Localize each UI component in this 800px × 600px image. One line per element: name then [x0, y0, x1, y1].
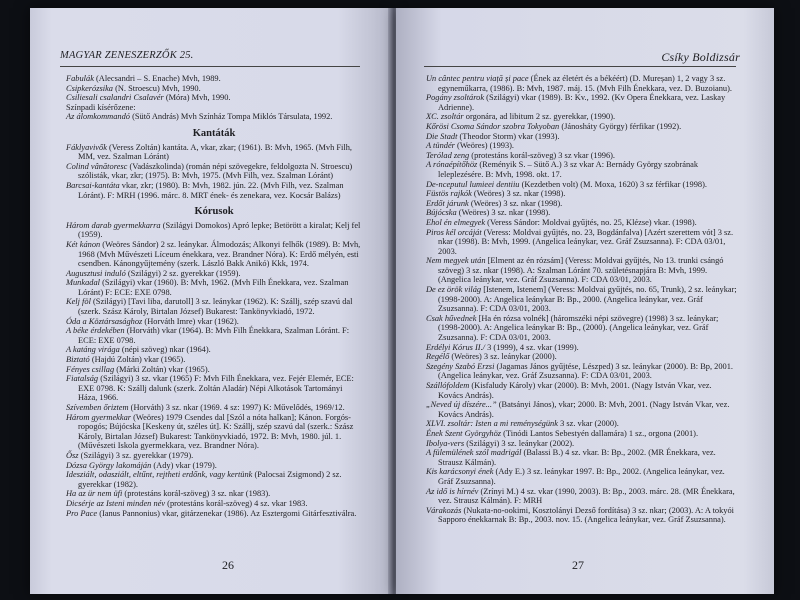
work-title: Biztató: [66, 355, 90, 365]
work-title: Ha az ür nem üfi: [66, 489, 123, 499]
work-details: (Ady E.) 3 sz. leánykar 1997. B: Bp., 2002. (Angelica leánykar, vez. Gráf Zsuzsanna).: [438, 467, 725, 486]
left-page-body: [66, 74, 362, 518]
work-details: (Weöres) 3 sz. nkar (1998).: [456, 208, 551, 218]
work-details: (protestáns korál-szöveg) 3 sz vkar (1996).: [469, 150, 616, 160]
work-title: Munkadal: [66, 278, 100, 288]
work-title: Barcsai-kantáta: [66, 180, 120, 190]
list-item: [426, 381, 738, 400]
work-details: (Jánosháty György) férfikar (1992).: [559, 121, 682, 131]
work-details: (Kisfaludy Károly) vkar (2000). B: Mvh, 2001. (Nagy István Vkar, vez. Kovács András).: [438, 381, 712, 400]
work-title: Kelj föl: [66, 297, 91, 307]
work-details: (Móra) Mvh, 1990.: [163, 93, 231, 103]
list-item: [66, 112, 362, 122]
section-title-kantatak: Kantáták: [192, 127, 236, 139]
list-item: [426, 112, 738, 122]
work-title: Szívemben őriztem: [66, 403, 129, 412]
list-item: [426, 132, 738, 142]
list-item: [66, 103, 362, 113]
list-item: [66, 84, 362, 94]
work-details: (Ének az életért és a békéért) (D. Mureșan) 1, 2 vagy 3 sz. egyneműkarra, (1986). B: Mvh, 1987. máj. 15. (Mvh Filh Énekkara, vez. D. Buzoianu).: [438, 74, 732, 93]
work-title: Dicsérje az Isteni minden név: [66, 498, 166, 508]
list-item: [66, 374, 362, 403]
work-title: Ének Szent Györgyhöz: [426, 428, 502, 438]
list-item: [426, 151, 738, 161]
list-item: [426, 180, 738, 190]
work-details: (Szilágyi) 3 sz. vkar (1965) F: Mvh Filh Énekkara, vez. Fejér Elemér, ECE: EXE 0798. K: Szállj dalunk (szerk. Zoltán Aladár) Népi Alkotások Tartományi Háza, 1966.: [78, 374, 354, 403]
work-details: (Horváth) vkar (1964). B: Mvh Filh Énekkara, Szalman Lóránt. F: ECE: EXE 0798.: [78, 326, 350, 345]
work-title: Die Stadt: [426, 131, 458, 141]
list-item: [66, 278, 362, 297]
work-details: (N. Stroescu) Mvh, 1990.: [113, 83, 201, 93]
work-details: (Nukata-no-ookimi, Kosztolányi Dezső fordítása) 3 sz. nkar; (2003). A: A tokyói Sapporo énekkarnak B: Bp., 2003. nov. 15. (Angelica leánykar, vez. Gráf Zsuzsanna).: [438, 505, 734, 525]
work-title: Kis karácsonyi ének: [426, 467, 494, 477]
right-page-number: 27: [572, 558, 584, 572]
work-details: Színpadi kísérőzene:: [66, 102, 136, 112]
right-running-head: Csíky Boldizsár: [661, 50, 740, 64]
work-details: (Szilágyi) 2 sz. gyerekkar (1959).: [125, 268, 241, 278]
work-details: (Veress: Moldvai gyűjtés, no. 23, Bogdánfalva) [Azért szerettem vót] 3 sz. nkar (1998). B: Mvh, 1999. (Angelica leánykar, vez. Gráf Zsuzsanna). F: CDA 03/01, 2003.: [438, 227, 734, 256]
work-details: (Szilágyi Domokos) Apró lepke; Betörött a kiralat; Kelj fel (1959).: [78, 220, 361, 240]
list-item: [66, 451, 362, 461]
work-title: Colind vânătoresc: [66, 161, 128, 171]
work-details: (Weöres Sándor) 2 sz. leánykar. Álmodozás; Alkonyi felhők (1989). B: Mvh, 1968 (Mvh Művészeti Líceum énekkara, vez. Brandner Nóra). K: Erdő mélyén, esti csendben. Kánongyűjtemény (szerk. László Bakk Anikó) Kkk, 1974.: [78, 239, 361, 269]
left-page: [30, 8, 392, 594]
work-details: [Elment az én rózsám] (Veress: Moldvai gyűjtés, No 13. trunki csángó szöveg) 3 sz. nkar (1998). A: Szalman Lóránt 70. születésnapjára B: Mvh, 1999. (Angelica leánykar, vez. Gráf Zsuzsanna). F: CDA 03/01, 2003.: [438, 256, 724, 285]
work-details: (Márki Zoltán) vkar (1965).: [114, 364, 210, 374]
work-title: Pogány zsoltárok: [426, 93, 485, 103]
work-title: Augusztusi induló: [66, 268, 126, 278]
work-details: (Vadászkolinda) (román népi szövegekre, feldolgozta N. Stroescu) szólisták, vkar, zkr; (1975). B: Mvh, 1975. (Mvh Filh, vez. Szalman Lóránt): [78, 161, 353, 181]
work-details: (Szilágyi) 3 sz. leánykar (2002).: [464, 438, 575, 448]
list-item: [66, 326, 362, 345]
work-title: A rónaépítőhöz: [426, 160, 478, 170]
work-details: (Szilágyi) vkar (1960). B: Mvh, 1962. (Mvh Filh Énekkara, vez. Szalman Lóránt) F: ECE: EXE 0798.: [78, 278, 349, 297]
work-details: [Ha én rózsa volnék] (háromszéki népi szövegre) (1998) 3 sz. leánykar; (1998-2000). A: Angelica leánykar B: Bp., (2000). (Angelica leánykar, vez. Gráf Zsuzsanna). F: CDA 03/01, 2003.: [438, 313, 719, 343]
work-details: orgonára, ad libitum 2 sz. gyerekkar, (1990).: [463, 112, 616, 122]
work-title: A katáng virága: [66, 345, 120, 355]
left-header-rule: [60, 66, 360, 67]
work-title: Kőrösi Csoma Sándor szobra Tokyoban: [426, 121, 560, 131]
work-title: Pro Pace: [66, 508, 98, 518]
work-title: De-nceputul lumieei dentiiu: [426, 179, 520, 189]
list-item: [426, 189, 738, 199]
work-title: Az álomkommandó: [66, 112, 130, 122]
list-item: [66, 240, 362, 269]
list-item: [426, 208, 738, 218]
list-item: [426, 141, 738, 151]
work-title: Bújócska: [426, 208, 457, 218]
work-details: (Veress Zoltán) kantáta. A, vkar, zkar; (1961). B: Mvh, 1965. (Mvh Filh, MM, vez. Szalman Lóránt): [78, 142, 352, 162]
work-details: (Sütő András) Mvh Színház Tompa Miklós Társulata, 1992.: [129, 112, 333, 122]
list-item: [66, 345, 362, 355]
section-title-korusok: Kórusok: [194, 206, 234, 218]
right-page: [396, 8, 774, 594]
work-details: (Alecsandri – S. Enache) Mvh, 1989.: [93, 74, 221, 83]
work-details: (Hajdú Zoltán) vkar (1965).: [89, 355, 186, 365]
list-item: [66, 181, 362, 200]
work-title: Erdélyi Kórus II./: [426, 342, 486, 352]
work-details: (Ady) vkar (1979).: [151, 460, 217, 470]
list-item: [426, 419, 738, 429]
work-title: Három gyermekkar: [66, 412, 132, 422]
list-item: [66, 413, 362, 451]
work-details: [Istenem, Istenem] (Veress: Moldvai gyűjtés, no. 65, Trunk), 2 sz. leánykar; (1998-2000). A: Angelica leánykar B: Bp., 2000. (Angelica leánykar, vez. Gráf Zsuzsanna). F: CDA 03/01, 2003.: [438, 285, 737, 314]
list-item: [66, 355, 362, 365]
work-details: 3 sz. vkar (2000).: [557, 419, 619, 429]
list-item: [66, 509, 362, 519]
work-title: Füstös rajkók: [426, 189, 472, 199]
work-details: (Weöres) (1993).: [454, 141, 515, 151]
list-item: [66, 93, 362, 103]
list-item: [426, 228, 738, 257]
list-item: [426, 343, 738, 353]
work-title: Fiatalság: [66, 374, 99, 384]
list-item: [66, 74, 362, 84]
work-details: (Szilágyi) vkar (1989). B: Kv., 1992. (Kv Opera Énekkara, vez. Laskay Adrienne).: [438, 93, 726, 112]
list-item: [66, 143, 362, 162]
list-item: [426, 122, 738, 132]
entry-list-right: [426, 74, 738, 525]
work-details: (Balassi B.) 4 sz. vkar. B: Bp., 2002. (MR Énekkara, vez. Strausz Kálmán).: [438, 448, 716, 467]
list-item: [426, 362, 738, 381]
work-details: (Reményik S. – Sütő A.) 3 sz vkar A: Bernády György szobrának leleplezésére. B: Mvh, 1998. okt. 17.: [438, 160, 699, 179]
list-item: [426, 400, 738, 419]
work-details: (Palocsai Zsigmond) 2 sz. gyerekkar (1982).: [78, 470, 342, 489]
work-details: (Theodor Storm) vkar (1993).: [457, 131, 560, 141]
entry-list-korusok: [66, 221, 362, 518]
list-item: [66, 461, 362, 471]
list-item: [426, 352, 738, 362]
work-title: Három darab gyermekkarra: [66, 220, 161, 230]
work-title: Idesziált, odasziált, eltűnt, rejtheti erdőnk, vagy kertünk: [66, 470, 253, 480]
work-title: Fabulák: [66, 74, 94, 83]
work-title: Un cântec pentru viață și pace: [426, 74, 529, 83]
list-item: [426, 314, 738, 343]
list-item: [66, 317, 362, 327]
work-title: Piros kél orcáját: [426, 227, 482, 237]
list-item: [66, 499, 362, 509]
list-item: [66, 365, 362, 375]
work-title: Fáklyavivők: [66, 142, 107, 152]
work-details: (Szilágyi) [Tavi liba, darutoll] 3 sz. leánykar (1962). K: Szállj, szép szavú dal (szerk. Szász Károly, Birtalan József) Bukarest: Tankönyvkiadó, 1972.: [78, 297, 353, 317]
work-details: (Horváth) 3 sz. nkar (1969. 4 sz: 1997) K: Művelődés, 1969/12.: [128, 403, 345, 412]
work-title: Nem megyek után: [426, 256, 486, 266]
list-item: [66, 221, 362, 240]
right-header-rule: [424, 66, 736, 67]
list-item: [66, 403, 362, 413]
work-title: A tündér: [426, 141, 455, 151]
list-item: [426, 467, 738, 486]
work-details: (Weöres) 1979 Csendes dal [Szól a nóta halkan]; Kánon. Forgós-ropogós; Bújócska [Keskeny út, széles út]. K: Szállj, szép szavú dal (szerk.: Szász Károly, Birtalan József) Bukarest: Tankönyvkiadó, 1972. B: Mvh, 1980. júl. 1. (Művészeti Iskola gyermekkara, vez. Brandner Nóra).: [78, 412, 354, 451]
work-details: (protestáns korál-szöveg) 4 sz. vkar 1983.: [165, 498, 308, 508]
work-title: Óda a Köztársasághoz: [66, 316, 143, 326]
list-item: [426, 506, 738, 525]
entry-list-top: [66, 74, 362, 122]
work-details: 3 (1999), 4 sz. vkar (1999).: [485, 342, 579, 352]
work-title: Dózsa György lakomáján: [66, 460, 152, 470]
list-item: [426, 199, 738, 209]
work-details: (Zrínyi M.) 4 sz. vkar (1990, 2003). B: Bp., 2003. márc. 28. (MR Énekkara, vez. Strausz Kálmán). F: MRH: [438, 486, 735, 506]
work-title: Fényes csillag: [66, 364, 115, 374]
work-title: Erdőt járunk: [426, 198, 469, 208]
list-item: [66, 269, 362, 279]
work-title: Csak hűvednek: [426, 313, 477, 323]
work-title: A fülemülének szól madrigál: [426, 448, 522, 458]
work-title: Regélő: [426, 352, 450, 362]
work-title: XC. zsoltár: [426, 112, 464, 122]
list-item: [426, 448, 738, 467]
entry-list-kantatak: [66, 143, 362, 201]
list-item: [426, 74, 738, 93]
work-title: Két kánon: [66, 239, 101, 249]
work-title: Szállófoldem: [426, 381, 470, 390]
work-details: (Batsányi János), vkar; 2000. B: Mvh, 2001. (Nagy István Vkar, vez. Kovács András).: [438, 400, 730, 419]
work-details: (Ianus Pannonius) vkar, gitárzenekar (1986). Az Esztergomi Gitárfesztiválra.: [97, 508, 357, 518]
list-item: [66, 489, 362, 499]
work-title: De ez örök világ: [426, 285, 482, 295]
work-details: (Veress Sándor: Moldvai gyűjtés, no. 25, Klézse) vkar. (1998).: [485, 217, 697, 227]
list-item: [426, 93, 738, 112]
work-title: Ibolya-vers: [426, 438, 465, 448]
list-item: [426, 160, 738, 179]
work-details: (protestáns korál-szöveg) 3 sz. nkar (1983).: [122, 489, 271, 499]
work-title: „Neved új díszére...”: [426, 400, 497, 410]
list-item: [426, 285, 738, 314]
list-item: [66, 470, 362, 489]
work-title: Csiliesali csalandri Csalavér: [66, 93, 164, 103]
list-item: [426, 218, 738, 228]
work-details: (Tinódi Lantos Sebestyén dallamára) 1 sz., orgona (2001).: [501, 428, 699, 438]
work-title: Az idő is hírnév: [426, 486, 479, 496]
work-details: (Weöres) 3 sz. nkar (1998).: [468, 198, 563, 208]
work-details: (Kezdetben volt) (M. Moxa, 1620) 3 sz férfikar (1998).: [519, 179, 707, 189]
list-item: [66, 297, 362, 316]
work-details: (Weöres) 3 sz. leánykar (2000).: [449, 352, 557, 362]
work-details: (Horváth Imre) vkar (1962).: [142, 316, 239, 326]
work-title: A béke érdekében: [66, 326, 125, 336]
work-details: (Weöres) 3 sz. nkar (1998).: [471, 189, 566, 199]
left-running-head: MAGYAR ZENESZERZŐK 25.: [60, 50, 194, 61]
list-item: [426, 256, 738, 285]
right-page-body: [426, 74, 738, 525]
work-details: (Jagamas János gyűjtése, Lészped) 3 sz. leánykar (2000). B: Bp, 2001. (Angelica leánykar, vez. Gráf Zsuzsanna). F: CDA 03/01, 2003.: [438, 361, 734, 381]
work-title: Várakozás: [426, 505, 462, 515]
list-item: [426, 439, 738, 449]
work-details: vkar, zkr; (1980). B: Mvh, 1982. jún. 22. (Mvh Filh, vez. Szalman Lóránt). F: MRH (1996. márc. 8. MRT ének- és zenekara, vez. Kocsár Balázs): [78, 180, 344, 200]
work-title: Csipkerózsika: [66, 83, 113, 93]
work-title: Szegény Szabó Erzsi: [426, 361, 495, 371]
work-title: Terólad zeng: [426, 150, 470, 160]
work-details: (népi szöveg) nkar (1964).: [119, 345, 211, 355]
work-details: (Szilágyi) 3 sz. gyerekkar (1979).: [78, 450, 194, 460]
list-item: [426, 487, 738, 506]
list-item: [66, 162, 362, 181]
work-title: XLVI. zsoltár: Isten a mi reménységünk: [426, 419, 558, 429]
work-title: Ősz: [66, 450, 79, 460]
work-title: Ehol én elmegyek: [426, 217, 486, 227]
left-page-number: 26: [222, 558, 234, 572]
list-item: [426, 429, 738, 439]
